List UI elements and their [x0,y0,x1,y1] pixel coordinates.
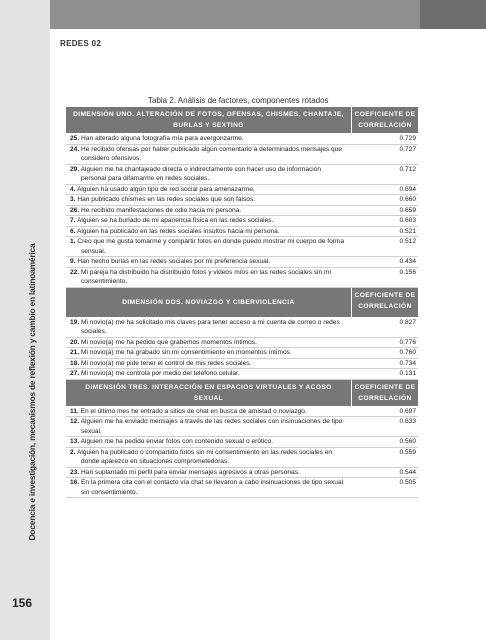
item-number: 27. [70,370,80,377]
table-row [66,257,418,268]
item-number: 25. [70,135,80,142]
table-row [66,185,418,196]
dimension-header: DIMENSIÓN TRES. INTERACCIÓN EN ESPACIOS VIRTUALES Y ACOSO SEXUAL [85,383,332,402]
item-number: 19. [70,318,80,326]
item-text-cell [66,478,350,497]
coefficient-value: 0.633 [399,418,416,425]
table-row [66,359,418,370]
item-text-cell [66,257,350,267]
coefficient-value: 0.776 [399,338,416,346]
table-row [66,165,418,185]
item-text-cell [66,268,350,287]
item-text: Mi novio(a) me ha solicitado mis claves para tener acceso a mi cuenta de correo o redes sociales. [81,318,340,335]
item-text: Alguien me ha chantajeado directa o indirectamente con hacer uso de información personal para difamarme en redes sociales. [80,165,322,182]
item-number: 21. [70,349,80,356]
item-text: Han publicado chismes en las redes sociales que son falsos. [77,196,256,203]
coefficient-value: 0.156 [399,268,416,276]
item-text-cell [66,338,350,348]
item-text: Creo que me gusta tomarme y compartir fotos en donde puedo mostrar mi cuerpo de forma sensual. [77,238,345,255]
table-row [66,417,418,437]
coefficient-value: 0.434 [399,258,416,265]
table-row [66,318,418,338]
item-number: 29. [70,165,80,173]
section-header [66,288,418,318]
item-number: 1. [70,238,76,245]
coefficient-header: COEFICIENTE DE CORRELACIÓN [351,288,418,317]
item-number: 13. [70,438,80,445]
side-decorative-bar [0,0,50,640]
top-bar-accent [420,0,486,29]
item-number: 18. [70,359,80,367]
item-text: Mi pareja ha distribuido ha distribuido fotos y videos míos en las redes sociales sin mi consentimiento. [81,268,331,285]
item-text-cell [66,145,350,164]
item-text-cell [66,359,350,369]
item-text: Mi novio(a) me controla por medio del teléfono celular. [81,370,240,377]
coefficient-value: 0.560 [399,438,416,445]
item-number: 4. [70,185,76,193]
coefficient-value: 0.660 [399,196,416,203]
table-row [66,206,418,217]
item-text-cell [66,437,350,447]
table-row [66,437,418,448]
item-number: 16. [70,479,80,486]
coefficient-value: 0.521 [399,227,416,235]
item-number: 7. [70,217,76,224]
item-text-cell [66,417,350,436]
item-text: He recibido manifestaciones de odio hacia mi persona. [81,206,242,214]
item-text-cell [66,348,350,358]
section-rows [66,134,418,288]
item-number: 26. [70,206,80,214]
item-number: 24. [70,145,80,153]
item-text-cell [66,227,350,237]
section-header [66,107,418,134]
table-row [66,237,418,257]
coefficient-value: 0.603 [399,217,416,224]
coefficient-value: 0.760 [399,349,416,356]
table-row [66,268,418,288]
coefficient-value: 0.131 [399,370,416,377]
item-number: 9. [70,258,76,265]
coefficient-value: 0.544 [399,468,416,476]
item-number: 20. [70,338,80,346]
item-text: Alguien me ha pedido enviar fotos con contenido sexual o erótico. [80,438,274,445]
coefficient-value: 0.659 [399,206,416,214]
section-header [66,380,418,407]
table-row [66,448,418,468]
coefficient-header: COEFICIENTE DE CORRELACIÓN [351,380,418,406]
top-decorative-bar [0,0,486,29]
coefficient-value: 0.727 [399,145,416,153]
item-text: He recibido ofensas por haber publicado algún comentario a determinados mensajes que considero ofensivos. [81,145,342,162]
section-rows [66,407,418,499]
item-text-cell [66,165,350,184]
item-number: 2. [70,448,76,456]
coefficient-value: 0.712 [399,165,416,173]
coefficient-value: 0.559 [399,448,416,456]
table-row [66,369,418,380]
item-text: Alguien ha publicado en las redes sociales insultos hacia mi persona. [76,227,280,235]
section-rows [66,318,418,380]
table-title: Tabla 2. Análisis de factores, componentes rotados [148,96,329,105]
table-row [66,227,418,238]
item-text-cell [66,448,350,467]
item-text: Han suplantado mi perfil para enviar mensajes agresivos a otras personas. [81,468,300,476]
coefficient-value: 0.512 [399,238,416,245]
item-number: 6. [70,227,76,235]
coefficient-value: 0.697 [399,407,416,415]
item-number: 3. [70,196,76,203]
running-head: REDES 02 [60,39,102,48]
item-text: Alguien ha publicado o compartido fotos sin mi consentimiento en las redes sociales en donde aparezco en situaciones comprometedoras. [76,448,333,465]
item-text-cell [66,318,350,337]
table-row [66,145,418,165]
table-row [66,478,418,498]
item-text: Mi novio(a) me ha grabado sin mi consentimiento en momentos íntimos. [81,349,292,356]
item-number: 23. [70,468,80,476]
table-row [66,338,418,349]
item-text: En el último mes he entrado a sitios de chat en busca de amistad o noviazgo. [80,407,307,415]
table-row [66,348,418,359]
table-row [66,134,418,145]
item-text-cell [66,195,350,205]
coefficient-header: COEFICIENTE DE CORRELACIÓN [351,107,418,133]
item-text: Mi novio(a) me pide tener el control de mis redes sociales. [81,359,252,367]
item-text: Alguien se ha burlado de mi apariencia física en las redes sociales. [76,217,274,224]
item-text: Alguien me ha enviado mensajes a través de las redes sociales con insinuaciones de tipo sexual. [80,418,343,435]
coefficient-value: 0.694 [399,185,416,193]
table-row [66,468,418,479]
item-text: Mi novio(a) me ha pedido que grabemos momentos íntimos. [81,338,257,346]
item-text-cell [66,134,350,144]
page-number: 156 [12,596,33,610]
table-row [66,195,418,206]
item-number: 22. [70,268,80,276]
item-text-cell [66,407,350,417]
item-text: Alguien ha usado algún tipo de red social para amenazarme. [76,185,255,193]
coefficient-value: 0.734 [399,359,416,367]
item-number: 11. [70,407,79,415]
coefficient-value: 0.827 [399,318,416,326]
item-text-cell [66,237,350,256]
coefficient-value: 0.729 [399,135,416,142]
item-number: 12. [70,418,80,425]
item-text-cell [66,468,350,478]
dimension-header: DIMENSIÓN UNO. ALTERACIÓN DE FOTOS, OFENSAS, CHISMES, CHANTAJE, BURLAS Y SEXTING [73,111,344,129]
side-book-title: Docencia e investigación, mecanismos de reflexión y cambio en latinoamérica [27,243,37,541]
item-text-cell [66,185,350,195]
item-text: En la primera cita con el contacto vía chat se llevaron a cabo insinuaciones de tipo sexual sin consentimiento. [81,479,344,496]
factor-analysis-table [66,107,418,498]
table-row [66,407,418,418]
item-text-cell [66,206,350,216]
item-text: Han hecho burlas en las redes sociales por mi preferencia sexual. [77,258,271,265]
item-text-cell [66,216,350,226]
coefficient-value: 0.505 [399,479,416,486]
item-text-cell [66,369,350,379]
table-row [66,216,418,227]
dimension-header: DIMENSIÓN DOS. NOVIAZGO Y CIBERVIOLENCIA [122,298,295,306]
item-text: Han alterado alguna fotografía mía para avergonzarme. [81,135,244,142]
